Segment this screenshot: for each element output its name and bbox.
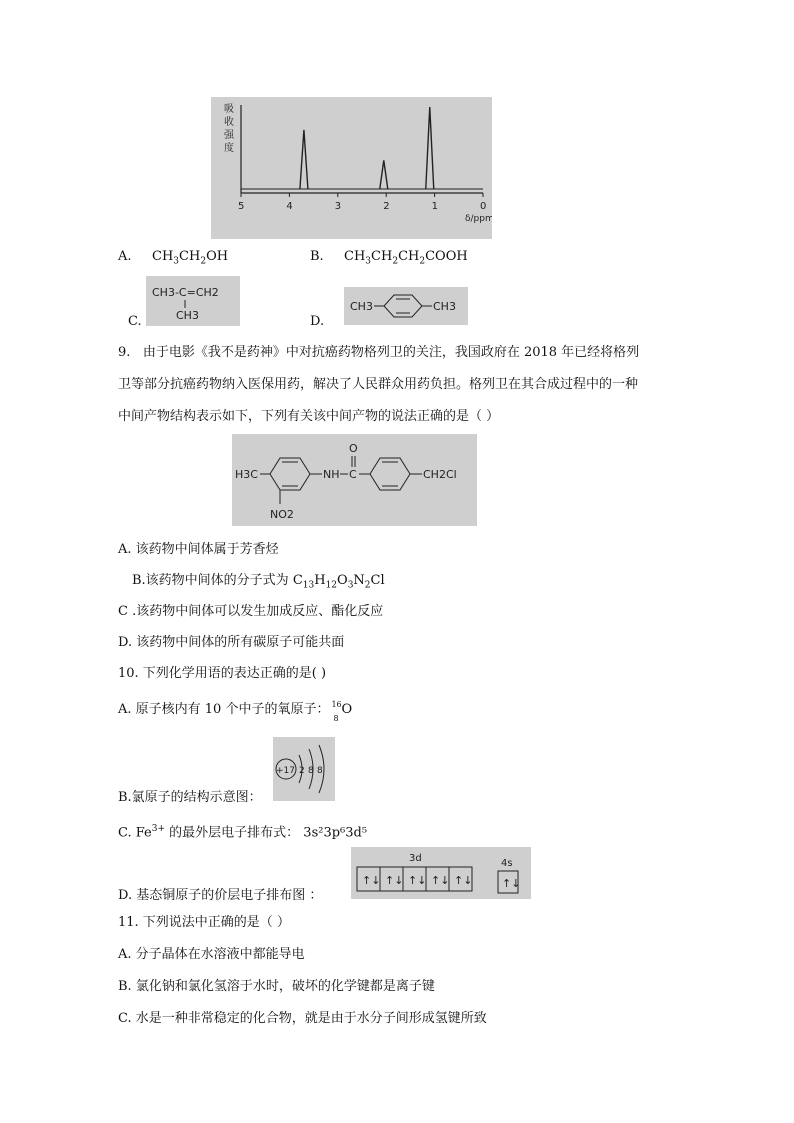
nucleus-charge: +17 <box>276 766 295 776</box>
q10-option-d[interactable]: D. 基态铜原子的价层电子排布图 ： <box>118 888 323 903</box>
carbonyl-c-label: C <box>349 468 357 481</box>
q11-option-c[interactable]: C. 水是一种非常稳定的化合物，就是由于水分子间形成氢键所致 <box>118 1011 487 1026</box>
q10-option-c[interactable] <box>118 820 367 842</box>
q10-stem: 10. 下列化学用语的表达正确的是( ) <box>118 666 327 681</box>
q8-option-d-label[interactable]: D. <box>310 314 325 329</box>
q9-option-b[interactable]: B.该药物中间体的分子式为 $C_{13}H_{12}O_3N_2Cl$ <box>132 573 385 591</box>
no2-label: NO2 <box>270 508 294 521</box>
q10-option-c-pre: C. Fe <box>118 825 152 841</box>
q8-option-b-formula: $CH_3CH_2CH_2COOH$ <box>344 249 468 267</box>
nmr-ticks-group <box>238 193 486 212</box>
orbital-4s <box>498 871 520 893</box>
nmr-tick-label: 3 <box>334 201 342 212</box>
q8-option-c-image <box>146 276 240 326</box>
q9-line2: 卫等部分抗癌药物纳入医保用药，解决了人民群众用药负担。格列卫在其合成过程中的一种 <box>118 377 639 392</box>
shell-count-1: 2 <box>299 766 305 776</box>
label-3d: 3d <box>409 853 422 864</box>
nmr-tick-label: 1 <box>431 201 438 212</box>
nmr-ylabel-char: 强 <box>224 130 234 141</box>
shell-count-2: 8 <box>308 766 314 776</box>
c-structure-line2: CH3 <box>176 309 199 322</box>
q9-option-c[interactable]: C .该药物中间体可以发生加成反应、酯化反应 <box>118 604 384 619</box>
q10-option-a[interactable] <box>118 700 353 723</box>
q8-option-b-label[interactable]: B. <box>310 249 324 264</box>
ch2cl-label: CH2Cl <box>423 468 457 481</box>
d-right-methyl: CH3 <box>433 300 456 313</box>
q10-option-b[interactable]: B.氯原子的结构示意图： <box>118 790 262 805</box>
nmr-tick-label: 5 <box>238 201 245 212</box>
q10-option-c-charge: 3+ <box>151 824 166 834</box>
benzene-ring <box>384 295 422 317</box>
nmr-peak <box>380 160 388 189</box>
electron-pair: ↑↓ <box>454 874 473 887</box>
nmr-spectrum-image <box>211 97 492 239</box>
nmr-peaks-group <box>300 107 434 189</box>
shell-count-3: 8 <box>317 766 323 776</box>
q8-option-a-label[interactable]: A. <box>118 249 132 264</box>
nh-label: NH <box>323 468 340 481</box>
chlorine-structure-image <box>273 737 335 801</box>
electron-pair: ↑↓ <box>385 874 404 887</box>
q9-option-d[interactable]: D. 该药物中间体的所有碳原子可能共面 <box>118 635 345 650</box>
orbitals-3d <box>357 867 472 891</box>
q9-line3: 中间产物结构表示如下，下列有关该中间产物的说法正确的是（ ） <box>118 409 500 424</box>
electron-pair: ↑↓ <box>431 874 450 887</box>
q9-option-a[interactable]: A. 该药物中间体属于芳香烃 <box>118 542 279 557</box>
h3c-label: H3C <box>235 468 258 481</box>
carbonyl-o-label: O <box>349 442 358 455</box>
q9-number-line1 <box>118 344 639 362</box>
q8-option-a-formula: $CH_3CH_2OH$ <box>152 249 229 267</box>
nuclide-symbol <box>329 700 342 723</box>
q9-structure-image <box>232 434 477 526</box>
nuclide-element: O <box>341 702 353 717</box>
nmr-ylabel-char: 收 <box>224 117 234 128</box>
q11-option-b[interactable]: B. 氯化钠和氯化氢溶于水时，破坏的化学键都是离子键 <box>118 979 435 994</box>
d-left-methyl: CH3 <box>350 300 373 313</box>
nmr-x-unit: δ/ppm <box>465 214 492 224</box>
nmr-peak <box>426 107 434 189</box>
nmr-ylabel-group <box>224 103 235 154</box>
ring-left <box>270 458 310 490</box>
nmr-peak <box>300 130 308 189</box>
electron-pair: ↑↓ <box>408 874 427 887</box>
c-structure-line1: CH3-C=CH2 <box>152 286 219 299</box>
nmr-ylabel-char: 吸 <box>224 104 234 115</box>
nuclide-mass: 16 <box>331 700 342 709</box>
nmr-chart <box>211 97 492 239</box>
q10-option-a-text: A. 原子核内有 10 个中子的氧原子： <box>118 702 330 717</box>
nmr-tick-label: 4 <box>286 201 293 212</box>
q11-stem: 11. 下列说法中正确的是（ ） <box>118 915 290 930</box>
q8-option-c-label[interactable]: C. <box>128 314 142 329</box>
q11-option-a[interactable]: A. 分子晶体在水溶液中都能导电 <box>118 947 305 962</box>
nmr-ylabel-char: 度 <box>224 143 234 154</box>
nmr-tick-label: 0 <box>480 201 487 212</box>
q9-line1: 由于电影《我不是药神》中对抗癌药物格列卫的关注，我国政府在 2018 年已经将格列 <box>142 345 640 360</box>
electron-pair: ↑↓ <box>362 874 381 887</box>
cu-orbital-diagram <box>351 847 531 899</box>
label-4s: 4s <box>501 858 513 869</box>
q10-option-c-post: 的最外层电子排布式： 3s²3p⁶3d⁵ <box>165 825 368 841</box>
nmr-tick-label: 2 <box>383 201 390 212</box>
nuclide-z: 8 <box>333 714 339 723</box>
q9-number: 9. <box>118 345 131 360</box>
q8-option-d-image <box>344 287 468 325</box>
ring-right <box>370 458 410 490</box>
electron-pair: ↑↓ <box>502 877 521 890</box>
